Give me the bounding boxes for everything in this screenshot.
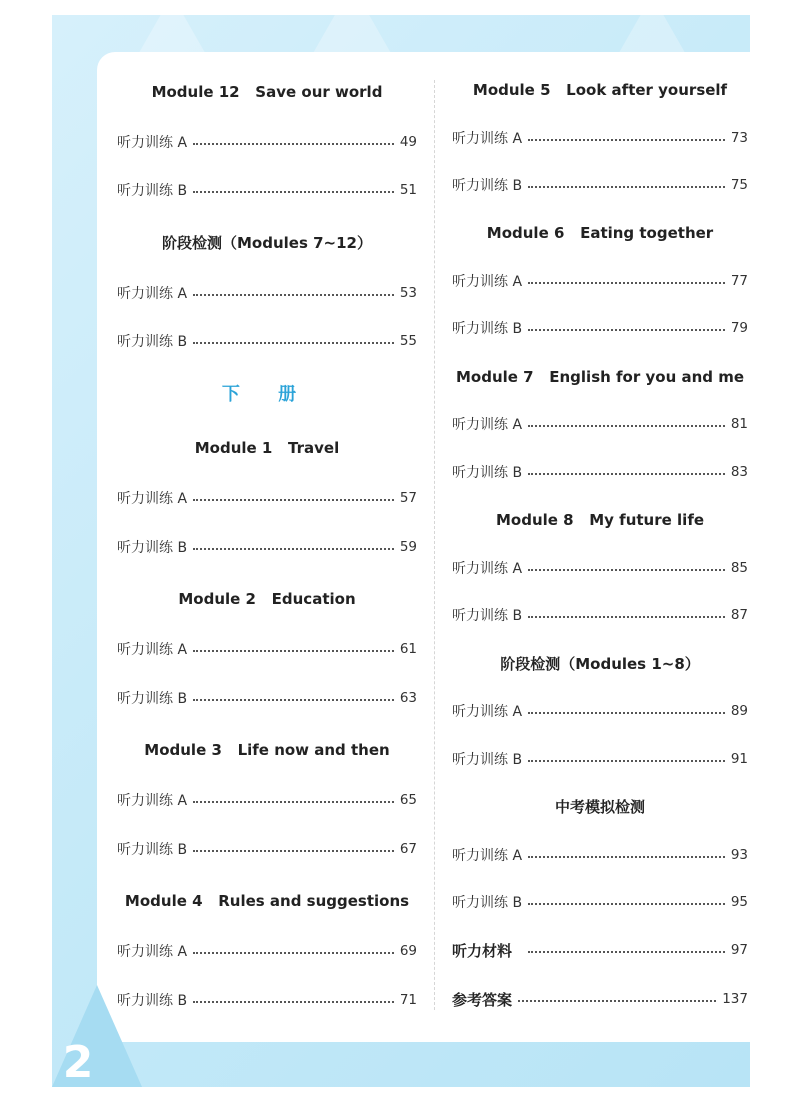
entry-page: 61: [399, 641, 417, 657]
entry-page: 53: [399, 285, 417, 301]
entry-label: 听力训练 A: [117, 793, 188, 809]
entry-label: 听力训练 A: [452, 131, 523, 147]
toc-entry[interactable]: [452, 939, 748, 961]
entry-page: 91: [730, 751, 748, 767]
dot-leader: [193, 849, 394, 852]
entry-label: 听力训练 B: [452, 895, 523, 911]
entry-page: 87: [730, 607, 748, 623]
entry-label: 听力训练 B: [452, 608, 523, 624]
dot-leader: [528, 711, 725, 714]
dot-leader: [528, 615, 725, 618]
entry-page: 97: [730, 942, 748, 958]
entry-label: 听力训练 B: [117, 691, 188, 707]
dot-leader: [528, 281, 725, 284]
toc-entry[interactable]: [117, 838, 417, 860]
dot-leader: [193, 698, 394, 701]
entry-label: 听力训练 B: [117, 842, 188, 858]
toc-entry[interactable]: [452, 604, 748, 626]
entry-page: 79: [730, 320, 748, 336]
dot-leader: [528, 328, 725, 331]
entry-page: 65: [399, 792, 417, 808]
entry-label: 听力训练 A: [452, 704, 523, 720]
toc-entry[interactable]: [452, 557, 748, 579]
toc-entry[interactable]: [117, 536, 417, 558]
dot-leader: [528, 902, 725, 905]
section-title: 阶段检测（Modules 7~12）: [162, 234, 372, 252]
dot-leader: [193, 547, 394, 550]
entry-label: 听力训练 A: [117, 135, 188, 151]
decor-triangle: [312, 15, 392, 55]
entry-page: 77: [730, 273, 748, 289]
toc-entry[interactable]: [452, 988, 748, 1010]
entry-page: 83: [730, 464, 748, 480]
toc-entry[interactable]: [117, 789, 417, 811]
dot-leader: [528, 950, 725, 953]
toc-entry[interactable]: [117, 179, 417, 201]
toc-entry[interactable]: [452, 317, 748, 339]
entry-page: 51: [399, 182, 417, 198]
dot-leader: [528, 759, 725, 762]
section-title: Module 4 Rules and suggestions: [124, 892, 410, 910]
dot-leader: [193, 341, 394, 344]
dot-leader: [528, 568, 725, 571]
entry-page: 59: [399, 539, 417, 555]
section-title: Module 7 English for you and me: [455, 368, 745, 386]
entry-label: 听力训练 B: [452, 752, 523, 768]
dot-leader: [528, 855, 725, 858]
entry-page: 85: [730, 560, 748, 576]
entry-page: 89: [730, 703, 748, 719]
entry-page: 69: [399, 943, 417, 959]
volume-title: 下 册: [221, 384, 313, 405]
toc-entry[interactable]: [452, 413, 748, 435]
entry-label: 听力训练 A: [452, 561, 523, 577]
toc-entry[interactable]: [117, 282, 417, 304]
dot-leader: [193, 498, 394, 501]
entry-page: 63: [399, 690, 417, 706]
entry-label: 参考答案: [452, 990, 513, 1009]
section-title: Module 8 My future life: [495, 511, 705, 529]
entry-label: 听力训练 B: [117, 540, 188, 556]
entry-label: 听力训练 A: [452, 274, 523, 290]
section-title: Module 6 Eating together: [486, 224, 714, 242]
dot-leader: [193, 293, 394, 296]
dot-leader: [193, 142, 394, 145]
entry-page: 81: [730, 416, 748, 432]
section-title: Module 1 Travel: [194, 439, 340, 457]
entry-page: 57: [399, 490, 417, 506]
dot-leader: [528, 138, 725, 141]
entry-label: 听力训练 B: [117, 334, 188, 350]
entry-label: 听力训练 A: [117, 944, 188, 960]
entry-page: 75: [730, 177, 748, 193]
toc-entry[interactable]: [452, 700, 748, 722]
section-title: Module 5 Look after yourself: [472, 81, 728, 99]
toc-entry[interactable]: [452, 844, 748, 866]
entry-label: 听力训练 A: [452, 848, 523, 864]
toc-entry[interactable]: [452, 461, 748, 483]
toc-entry[interactable]: [452, 891, 748, 913]
toc-entry[interactable]: [117, 638, 417, 660]
entry-page: 137: [722, 991, 748, 1007]
entry-label: 听力训练 A: [452, 417, 523, 433]
column-divider: [434, 80, 435, 1010]
entry-label: 听力训练 B: [452, 321, 523, 337]
entry-page: 49: [399, 134, 417, 150]
entry-label: 听力训练 A: [117, 286, 188, 302]
entry-page: 73: [730, 130, 748, 146]
entry-page: 93: [730, 847, 748, 863]
section-title: Module 3 Life now and then: [144, 741, 390, 759]
page-number: 2: [62, 1037, 94, 1088]
toc-entry[interactable]: [452, 748, 748, 770]
entry-page: 95: [730, 894, 748, 910]
entry-page: 71: [399, 992, 417, 1008]
dot-leader: [193, 951, 394, 954]
entry-label: 听力训练 B: [117, 183, 188, 199]
toc-entry[interactable]: [117, 330, 417, 352]
dot-leader: [193, 649, 394, 652]
dot-leader: [193, 800, 394, 803]
dot-leader: [528, 472, 725, 475]
entry-page: 67: [399, 841, 417, 857]
entry-label: 听力训练 B: [117, 993, 188, 1009]
toc-entry[interactable]: [117, 487, 417, 509]
section-title: Module 12 Save our world: [151, 83, 383, 101]
entry-label: 听力训练 B: [452, 178, 523, 194]
entry-label: 听力训练 A: [117, 491, 188, 507]
dot-leader: [528, 185, 725, 188]
toc-entry[interactable]: [117, 989, 417, 1011]
section-title: 阶段检测（Modules 1~8）: [500, 655, 700, 673]
entry-label: 听力材料: [452, 941, 513, 960]
section-title: Module 2 Education: [178, 590, 356, 608]
dot-leader: [528, 424, 725, 427]
toc-entry[interactable]: [117, 940, 417, 962]
toc-entry[interactable]: [452, 127, 748, 149]
dot-leader: [193, 1000, 394, 1003]
section-title: 中考模拟检测: [554, 798, 645, 816]
entry-label: 听力训练 B: [452, 465, 523, 481]
toc-entry[interactable]: [117, 131, 417, 153]
entry-page: 55: [399, 333, 417, 349]
dot-leader: [518, 999, 716, 1002]
entry-label: 听力训练 A: [117, 642, 188, 658]
toc-entry[interactable]: [117, 687, 417, 709]
toc-entry[interactable]: [452, 174, 748, 196]
toc-entry[interactable]: [452, 270, 748, 292]
dot-leader: [193, 190, 394, 193]
